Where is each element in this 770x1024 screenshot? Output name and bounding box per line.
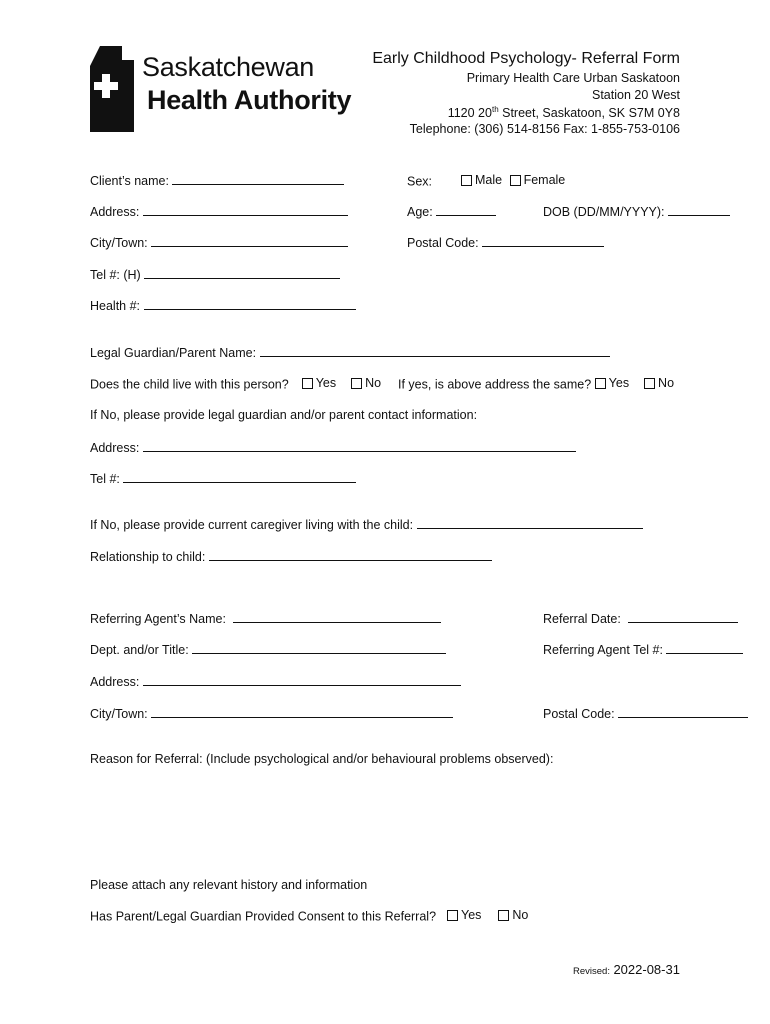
relationship-input[interactable] [209,549,492,561]
agent-tel-field: Referring Agent Tel #: [543,642,743,657]
client-name-input[interactable] [172,173,344,185]
if-no-guardian-note: If No, please provide legal guardian and/or parent contact information: [90,408,478,422]
org-logo-icon [90,46,134,132]
client-postal-field: Postal Code: [407,235,604,250]
same-address-yes-checkbox[interactable] [595,378,606,389]
age-field: Age: [407,204,496,219]
guardian-name-field: Legal Guardian/Parent Name: [90,345,610,360]
caregiver-input[interactable] [417,517,643,529]
agent-address-input[interactable] [143,674,461,686]
client-address-input[interactable] [143,204,348,216]
revised-stamp [573,962,680,977]
agent-city-input[interactable] [151,706,453,718]
client-postal-input[interactable] [482,235,604,247]
reason-input[interactable] [90,772,730,868]
header-dept: Primary Health Care Urban Saskatoon [466,71,680,85]
guardian-name-input[interactable] [260,345,610,357]
sex-field: Sex: Male Female [407,173,566,189]
agent-postal-input[interactable] [618,706,748,718]
consent-question: Has Parent/Legal Guardian Provided Consent to this Referral? Yes No [90,908,529,924]
consent-no-checkbox[interactable] [498,910,509,921]
agent-name-input[interactable] [233,611,441,623]
header-address: 1120 20th Street, Saskatoon, SK S7M 0Y8 [447,105,680,121]
caregiver-field: If No, please provide current caregiver living with the child: [90,517,643,532]
dob-field: DOB (DD/MM/YYYY): [543,204,730,219]
header-phone: Telephone: (306) 514-8156 Fax: 1-855-753-0106 [409,122,680,136]
reason-label: Reason for Referral: (Include psychological and/or behavioural problems observed): [90,752,554,766]
client-address-field: Address: [90,204,348,219]
agent-city-field: City/Town: [90,706,453,721]
revised-date: 2022-08-31 [613,962,680,977]
lives-with-no-checkbox[interactable] [351,378,362,389]
client-tel-field: Tel #: (H) [90,267,340,282]
sex-label: Sex: [407,174,433,189]
guardian-tel-input[interactable] [123,471,356,483]
agent-name-field: Referring Agent’s Name: [90,611,441,626]
male-checkbox[interactable] [461,175,472,186]
agent-postal-field: Postal Code: [543,706,748,721]
same-address-no-checkbox[interactable] [644,378,655,389]
attach-note: Please attach any relevant history and information [90,878,368,892]
relationship-field: Relationship to child: [90,549,492,564]
client-city-field: City/Town: [90,235,348,250]
revised-label: Revised: [573,966,610,977]
header-station: Station 20 West [591,88,680,102]
agent-dept-input[interactable] [192,642,446,654]
org-name-line1: Saskatchewan [142,52,315,82]
agent-address-field: Address: [90,674,461,689]
female-checkbox[interactable] [510,175,521,186]
age-input[interactable] [436,204,496,216]
guardian-tel-field: Tel #: [90,471,356,486]
referral-date-input[interactable] [628,611,738,623]
agent-tel-input[interactable] [666,642,743,654]
client-tel-input[interactable] [144,267,340,279]
guardian-address-input[interactable] [143,440,576,452]
form-title: Early Childhood Psychology- Referral Form [372,50,680,67]
agent-dept-field: Dept. and/or Title: [90,642,446,657]
dob-input[interactable] [668,204,730,216]
health-number-input[interactable] [144,298,356,310]
guardian-address-field: Address: [90,440,576,455]
referral-date-field: Referral Date: [543,611,738,626]
org-name-line2: Health Authority [147,85,352,115]
client-name-label: Client’s name: [90,174,169,188]
consent-yes-checkbox[interactable] [447,910,458,921]
client-city-input[interactable] [151,235,348,247]
client-name-field [90,173,344,188]
health-number-field: Health #: [90,298,356,313]
lives-with-yes-checkbox[interactable] [302,378,313,389]
lives-with-question: Does the child live with this person? Yes No If yes, is above address the same? Yes No [90,376,675,392]
